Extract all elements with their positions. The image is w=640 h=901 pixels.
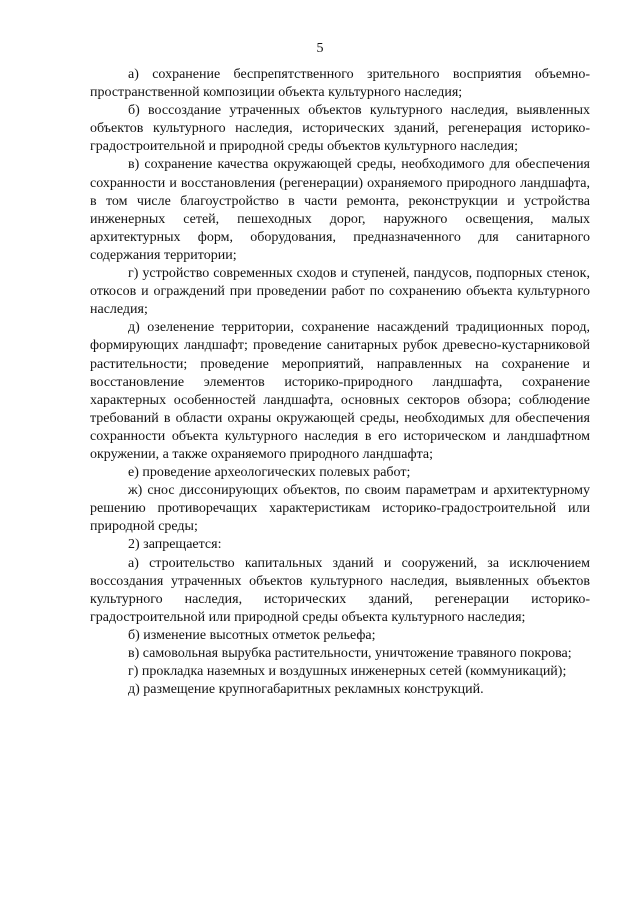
paragraph-prohibited-heading: 2) запрещается: xyxy=(128,537,222,553)
paragraph-preserve-visual-perception: а) сохранение беспрепятственного зрительного восприятия объемно-пространственной композиции объекта культурного наследия; xyxy=(90,67,590,101)
paragraph-capital-construction: а) строительство капитальных зданий и сооружений, за исключением воссоздания утраченных объектов культурного наследия, выявленных объектов культурного наследия, исторических зданий, регенерации историко-градостроительной или природной среды объекта культурного наследия; xyxy=(90,555,590,625)
page-number: 5 xyxy=(316,41,324,56)
paragraph-terrain-elevation: б) изменение высотных отметок рельефа; xyxy=(128,627,376,643)
paragraph-archaeology: е) проведение археологических полевых работ; xyxy=(128,465,411,481)
paragraph-billboards: д) размещение крупногабаритных рекламных конструкций. xyxy=(128,682,484,698)
paragraph-utility-networks: г) прокладка наземных и воздушных инженерных сетей (коммуникаций); xyxy=(128,664,567,680)
paragraph-tree-felling: в) самовольная вырубка растительности, уничтожение травяного покрова; xyxy=(128,646,572,661)
paragraph-demolition: ж) снос диссонирующих объектов, по своим параметрам и архитектурному решению противоречащих характеристикам историко-градостроительной или природной среды; xyxy=(90,483,590,535)
paragraph-environment-quality: в) сохранение качества окружающей среды, необходимого для обеспечения сохранности и восстановления (регенерации) охраняемого природного ландшафта, в том числе благоустройство в части ремонта, реконструкции и устройства инженерных сетей, пешеходных дорог, наружного освещения, малых архитектурных форм, оборудования, предназначенного для санитарного содержания территории; xyxy=(90,157,590,263)
paragraph-recreate-lost-objects: б) воссоздание утраченных объектов культурного наследия, выявленных объектов культурного наследия, исторических зданий, регенерация историко-градостроительной и природной среды объектов культурного наследия; xyxy=(90,103,590,155)
paragraph-stairs-ramps: г) устройство современных сходов и ступеней, пандусов, подпорных стенок, откосов и ограждений при проведении работ по сохранению объекта культурного наследия; xyxy=(90,266,590,318)
paragraph-landscaping: д) озеленение территории, сохранение насаждений традиционных пород, формирующих ландшафт; проведение санитарных рубок древесно-кустарниковой растительности; проведение мероприятий, направленных на сохранение и восстановление элементов историко-природного ландшафта, сохранение характерных особенностей ландшафта, основных секторов обзора; соблюдение требований в области охраны окружающей среды, необходимых для обеспечения сохранности объекта культурного наследия в его историческом и ландшафтном окружении, а также охраняемого природного ландшафта; xyxy=(90,320,590,462)
document-body xyxy=(90,66,590,699)
